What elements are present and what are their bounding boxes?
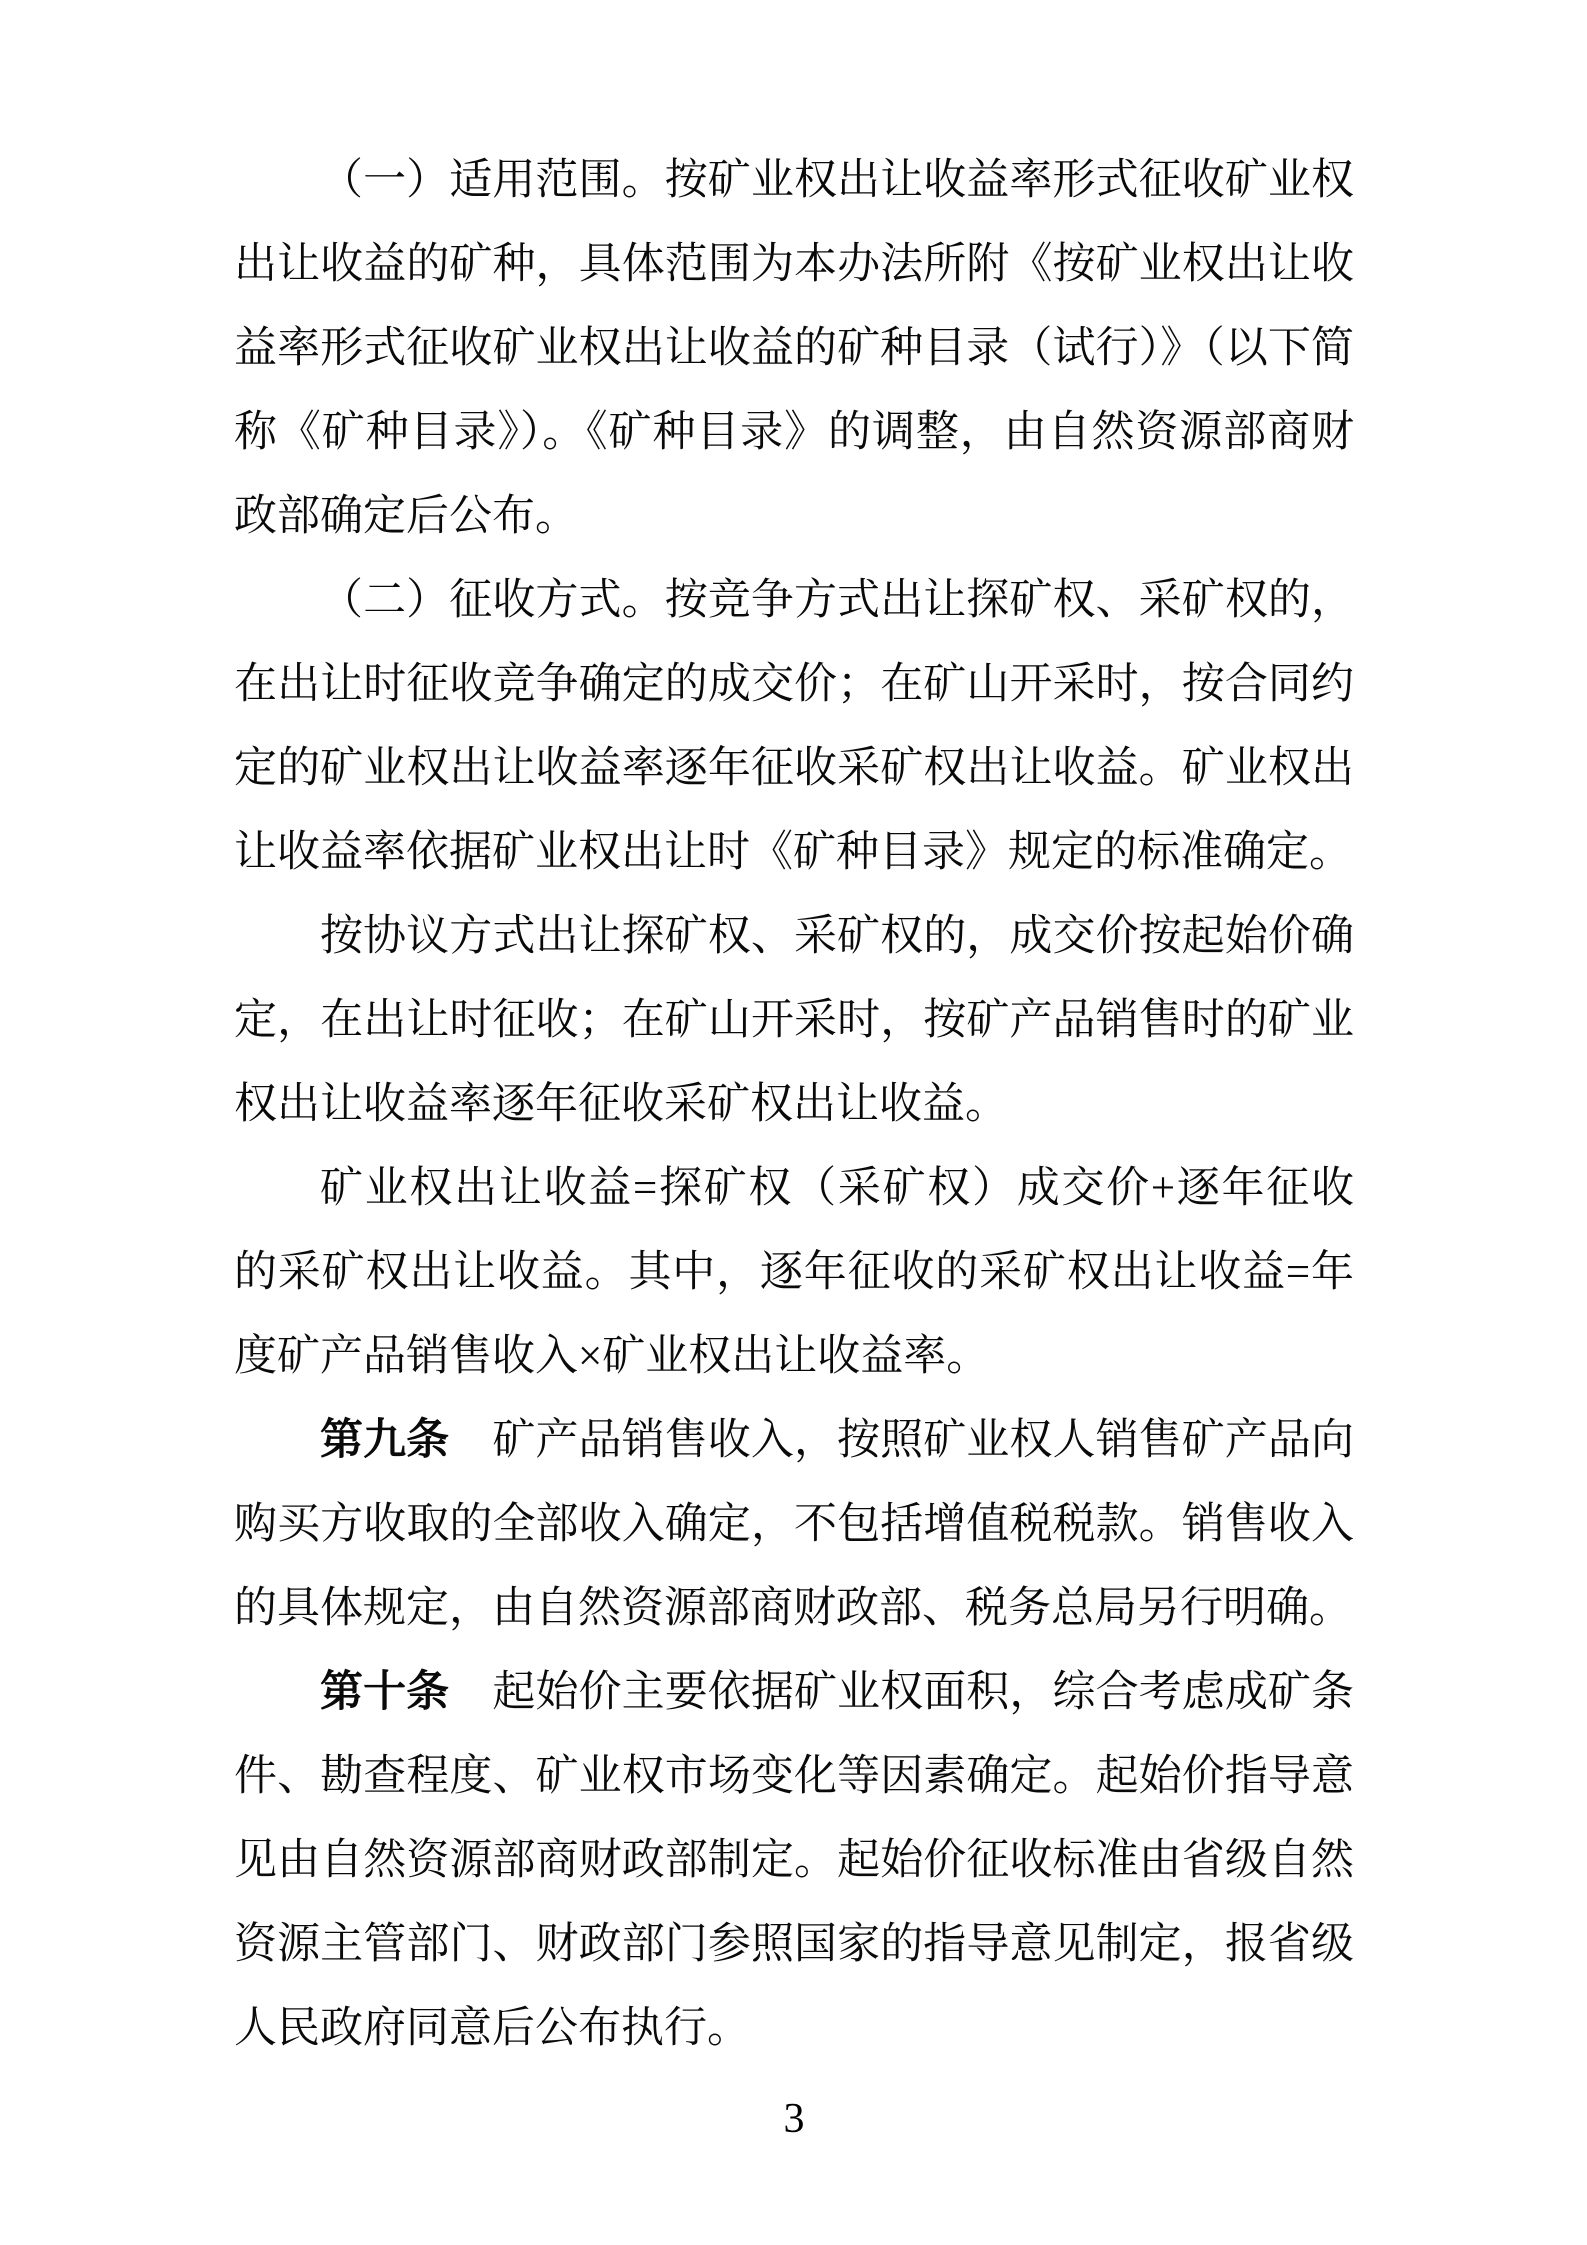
paragraph bbox=[234, 1651, 1354, 2071]
paragraph-text: （一）适用范围。按矿业权出让收益率形式征收矿业权出让收益的矿种，具体范围为本办法所附《按矿业权出让收益率形式征收矿业权出让收益的矿种目录（试行）》（以下简称《矿种目录》）。《矿种目录》的调整，由自然资源部商财政部确定后公布。 bbox=[234, 157, 1354, 540]
paragraph bbox=[234, 559, 1354, 895]
paragraph-text: 矿业权出让收益=探矿权（采矿权）成交价+逐年征收的采矿权出让收益。其中，逐年征收的采矿权出让收益=年度矿产品销售收入×矿业权出让收益率。 bbox=[234, 1165, 1354, 1380]
paragraph bbox=[234, 1147, 1354, 1399]
page-number: 3 bbox=[783, 2096, 805, 2142]
article-number: 第十条 bbox=[320, 1669, 450, 1716]
paragraph-text: 按协议方式出让探矿权、采矿权的，成交价按起始价确定，在出让时征收；在矿山开采时，按矿产品销售时的矿业权出让收益率逐年征收采矿权出让收益。 bbox=[234, 913, 1354, 1128]
paragraph-text: （二）征收方式。按竞争方式出让探矿权、采矿权的，在出让时征收竞争确定的成交价；在矿山开采时，按合同约定的矿业权出让收益率逐年征收采矿权出让收益。矿业权出让收益率依据矿业权出让时《矿种目录》规定的标准确定。 bbox=[234, 577, 1354, 876]
document-body bbox=[234, 139, 1354, 2071]
paragraph-text: 矿产品销售收入，按照矿业权人销售矿产品向购买方收取的全部收入确定，不包括增值税税款。销售收入的具体规定，由自然资源部商财政部、税务总局另行明确。 bbox=[234, 1417, 1355, 1632]
paragraph bbox=[234, 895, 1354, 1147]
page-footer bbox=[234, 2091, 1354, 2147]
paragraph-text: 起始价主要依据矿业权面积，综合考虑成矿条件、勘查程度、矿业权市场变化等因素确定。起始价指导意见由自然资源部商财政部制定。起始价征收标准由省级自然资源主管部门、财政部门参照国家的指导意见制定，报省级人民政府同意后公布执行。 bbox=[234, 1669, 1355, 2052]
paragraph bbox=[234, 1399, 1354, 1651]
article-number: 第九条 bbox=[320, 1417, 450, 1464]
paragraph bbox=[234, 139, 1354, 559]
